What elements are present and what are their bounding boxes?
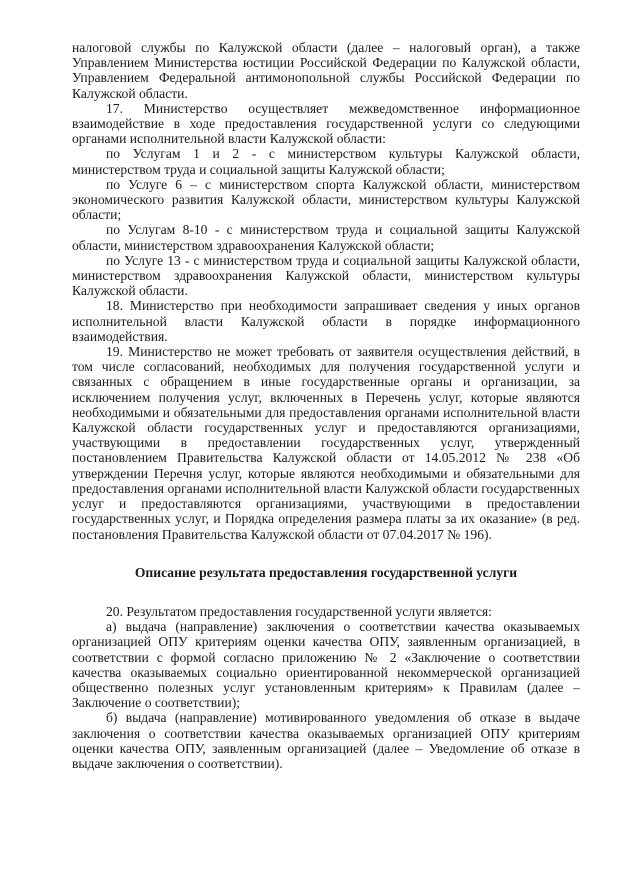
document-page [72, 40, 580, 771]
paragraph-20: 20. Результатом предоставления государственной услуги является: [106, 603, 492, 619]
paragraph-20-a: а) выдача (направление) заключения о соответствии качества оказываемых организацией ОПУ критериям оценки качества ОПУ, заявленным организацией, в соответствии с формой согласно приложению № 2 «Заключение о соответствии качества оказываемых социально ориентированной некоммерческой организацией общественно полезных услуг установленным критериям» к Правилам (далее – Заключение о соответствии); [72, 619, 580, 711]
paragraph-17-service-6: по Услуге 6 – с министерством спорта Калужской области, министерством экономического развития Калужской области, министерством культуры Калужской области; [72, 176, 580, 223]
paragraph-20-b: б) выдача (направление) мотивированного уведомления об отказе в выдаче заключения о соответствии качества оказываемых организацией ОПУ критериям оценки качества ОПУ, заявленным организацией (далее – Уведомление об отказе в выдаче заключения о соответствии). [72, 710, 580, 771]
paragraph-17: 17. Министерство осуществляет межведомственное информационное взаимодействие в ходе предоставления государственной услуги со следующими органами исполнительной власти Калужской области: [72, 100, 580, 147]
paragraphs-bottom [72, 604, 580, 771]
paragraph-17-services-1-2: по Услугам 1 и 2 - с министерством культуры Калужской области, министерством труда и социальной защиты Калужской области; [72, 146, 580, 177]
paragraph-17-service-13: по Услуге 13 - с министерством труда и социальной защиты Калужской области, министерством здравоохранения Калужской области, министерством культуры Калужской области. [72, 252, 580, 299]
section-heading: Описание результата предоставления государственной услуги [134, 564, 518, 580]
paragraph-17-services-8-10: по Услугам 8-10 - с министерством труда и социальной защиты Калужской области, министерством здравоохранения Калужской области; [72, 222, 580, 253]
paragraphs-top [72, 40, 580, 542]
paragraph-19: 19. Министерство не может требовать от заявителя осуществления действий, в том числе согласований, необходимых для получения государственной услуги и связанных с обращением в иные государственные органы и организации, за исключением получения услуг, включенных в Перечень услуг, которые являются необходимыми и обязательными для предоставления органами исполнительной власти Калужской области государственных услуг и предоставляются организациями, участвующими в предоставлении государственных услуг, утвержденный постановлением Правительства Калужской области от 14.05.2012 № 238 «Об утверждении Перечня услуг, которые являются необходимыми и обязательными для предоставления органами исполнительной власти Калужской области государственных услуг и предоставляются организациями, участвующими в предоставлении государственных услуг, и Порядка определения размера платы за их оказание» (в ред. постановления Правительства Калужской области от 07.04.2017 № 196). [72, 344, 580, 542]
paragraph-18: 18. Министерство при необходимости запрашивает сведения у иных органов исполнительной власти Калужской области в порядке информационного взаимодействия. [72, 298, 580, 344]
paragraph-continuation: налоговой службы по Калужской области (далее – налоговый орган), а также Управлением Министерства юстиции Российской Федерации по Калужской области, Управлением Федеральной антимонопольной службы Российской Федерации по Калужской области. [72, 40, 580, 101]
